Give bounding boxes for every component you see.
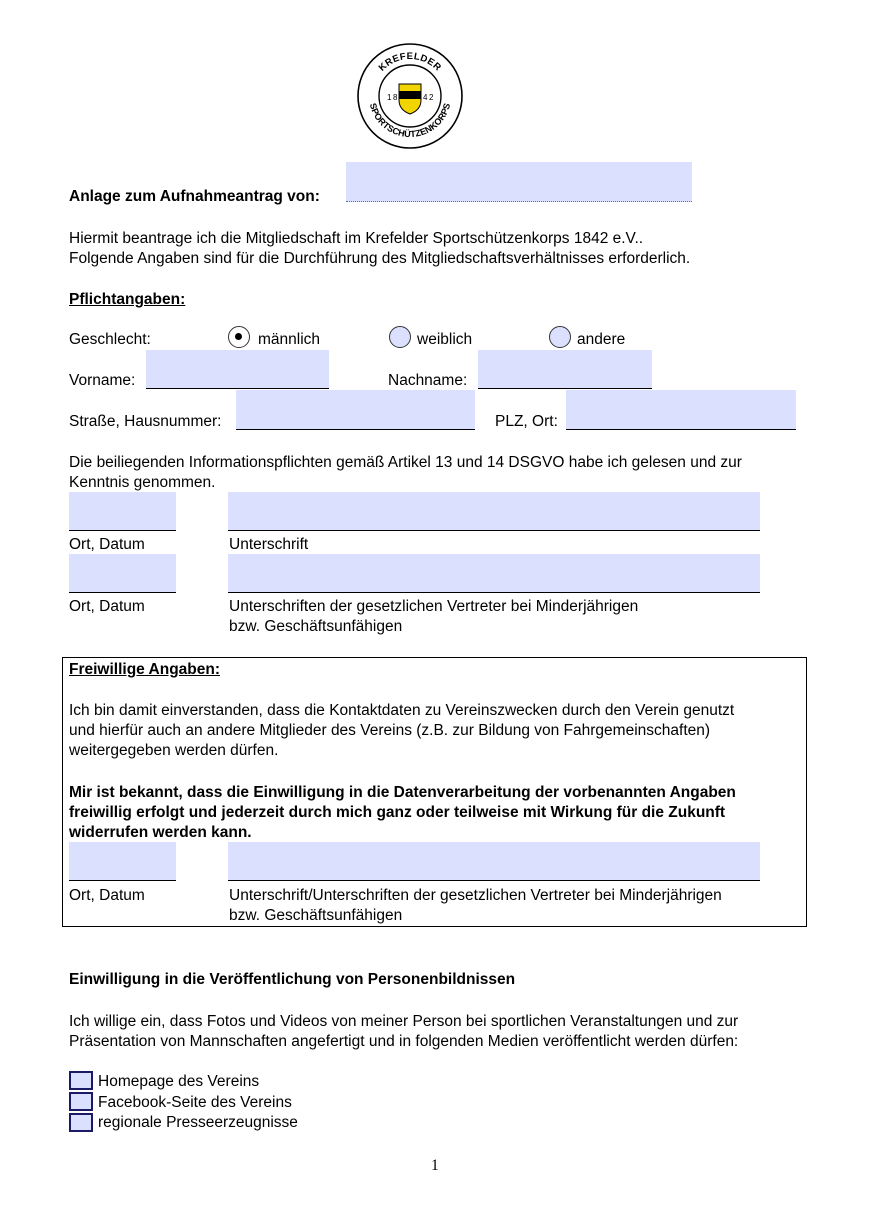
media-option-label: Facebook-Seite des Vereins xyxy=(98,1094,292,1111)
voluntary-signature-label: Unterschrift/Unterschriften der gesetzlichen Vertreter bei Minderjährigen xyxy=(229,887,722,904)
notice-text: Mir ist bekannt, dass die Einwilligung in die Datenverarbeitung der vorbenannten Angaben xyxy=(69,784,736,801)
press-checkbox[interactable] xyxy=(69,1113,93,1132)
mandatory-section-title: Pflichtangaben: xyxy=(69,291,186,308)
voluntary-section-title: Freiwillige Angaben: xyxy=(69,661,220,678)
intro-line: Hiermit beantrage ich die Mitgliedschaft im Krefelder Sportschützenkorps 1842 e.V.. xyxy=(69,230,644,247)
guardian-place-date-field[interactable] xyxy=(69,554,176,593)
applicant-name-field[interactable] xyxy=(346,162,692,202)
consent-text: Ich bin damit einverstanden, dass die Kontaktdaten zu Vereinszwecken durch den Verein genutzt xyxy=(69,702,735,719)
gender-option-label: weiblich xyxy=(417,331,473,348)
page-number: 1 xyxy=(431,1157,439,1174)
club-logo xyxy=(356,42,464,150)
logo-bottom-text: SPORTSCHÜTZENKORPS xyxy=(367,102,453,140)
annex-label: Anlage zum Aufnahmeantrag von: xyxy=(69,188,320,205)
images-consent-text: Präsentation von Mannschaften angefertigt und in folgenden Medien veröffentlicht werden dürfen: xyxy=(69,1033,739,1050)
gender-radio-female[interactable] xyxy=(389,326,411,348)
logo-digit: 2 xyxy=(429,93,434,102)
firstname-field[interactable] xyxy=(146,350,329,389)
homepage-checkbox[interactable] xyxy=(69,1071,93,1090)
lastname-field[interactable] xyxy=(478,350,652,389)
dsgvo-text: Die beiliegenden Informationspflichten gemäß Artikel 13 und 14 DSGVO habe ich gelesen und zur xyxy=(69,454,742,471)
street-label: Straße, Hausnummer: xyxy=(69,413,222,430)
consent-text: weitergegeben werden dürfen. xyxy=(69,742,279,759)
notice-text: widerrufen werden kann. xyxy=(69,824,252,841)
gender-radio-male[interactable] xyxy=(228,326,250,348)
facebook-checkbox[interactable] xyxy=(69,1092,93,1111)
signature-field[interactable] xyxy=(228,492,760,531)
place-date-field[interactable] xyxy=(69,492,176,531)
notice-text: freiwillig erfolgt und jederzeit durch mich ganz oder teilweise mit Wirkung für die Zukunft xyxy=(69,804,726,821)
logo-digit: 4 xyxy=(423,93,428,102)
consent-text: und hierfür auch an andere Mitglieder des Vereins (z.B. zur Bildung von Fahrgemeinschaften) xyxy=(69,722,711,739)
gender-label: Geschlecht: xyxy=(69,331,151,348)
voluntary-place-date-field[interactable] xyxy=(69,842,176,881)
guardian-signature-field[interactable] xyxy=(228,554,760,593)
intro-line: Folgende Angaben sind für die Durchführung des Mitgliedschaftsverhältnisses erforderlich. xyxy=(69,250,691,267)
street-field[interactable] xyxy=(236,390,475,430)
zip-city-label: PLZ, Ort: xyxy=(495,413,558,430)
lastname-label: Nachname: xyxy=(388,372,468,389)
media-option-label: Homepage des Vereins xyxy=(98,1073,260,1090)
place-date-label: Ort, Datum xyxy=(69,598,145,615)
media-option-label: regionale Presseerzeugnisse xyxy=(98,1114,298,1131)
place-date-label: Ort, Datum xyxy=(69,887,145,904)
logo-digit: 1 xyxy=(387,93,392,102)
images-consent-text: Ich willige ein, dass Fotos und Videos von meiner Person bei sportlichen Veranstaltungen und zur xyxy=(69,1013,739,1030)
shield-icon xyxy=(399,84,421,114)
logo-digit: 8 xyxy=(393,93,398,102)
signature-label: Unterschrift xyxy=(229,536,309,553)
gender-option-label: männlich xyxy=(258,331,321,348)
place-date-label: Ort, Datum xyxy=(69,536,145,553)
dsgvo-text: Kenntnis genommen. xyxy=(69,474,216,491)
guardian-signature-label: Unterschriften der gesetzlichen Vertreter bei Minderjährigen xyxy=(229,598,639,615)
images-section-title: Einwilligung in die Veröffentlichung von Personenbildnissen xyxy=(69,971,516,988)
firstname-label: Vorname: xyxy=(69,372,136,389)
gender-radio-other[interactable] xyxy=(549,326,571,348)
guardian-signature-label: bzw. Geschäftsunfähigen xyxy=(229,618,403,635)
voluntary-signature-field[interactable] xyxy=(228,842,760,881)
voluntary-signature-label: bzw. Geschäftsunfähigen xyxy=(229,907,403,924)
zip-city-field[interactable] xyxy=(566,390,796,430)
gender-option-label: andere xyxy=(577,331,626,348)
logo-top-text: KREFELDER xyxy=(376,50,444,74)
